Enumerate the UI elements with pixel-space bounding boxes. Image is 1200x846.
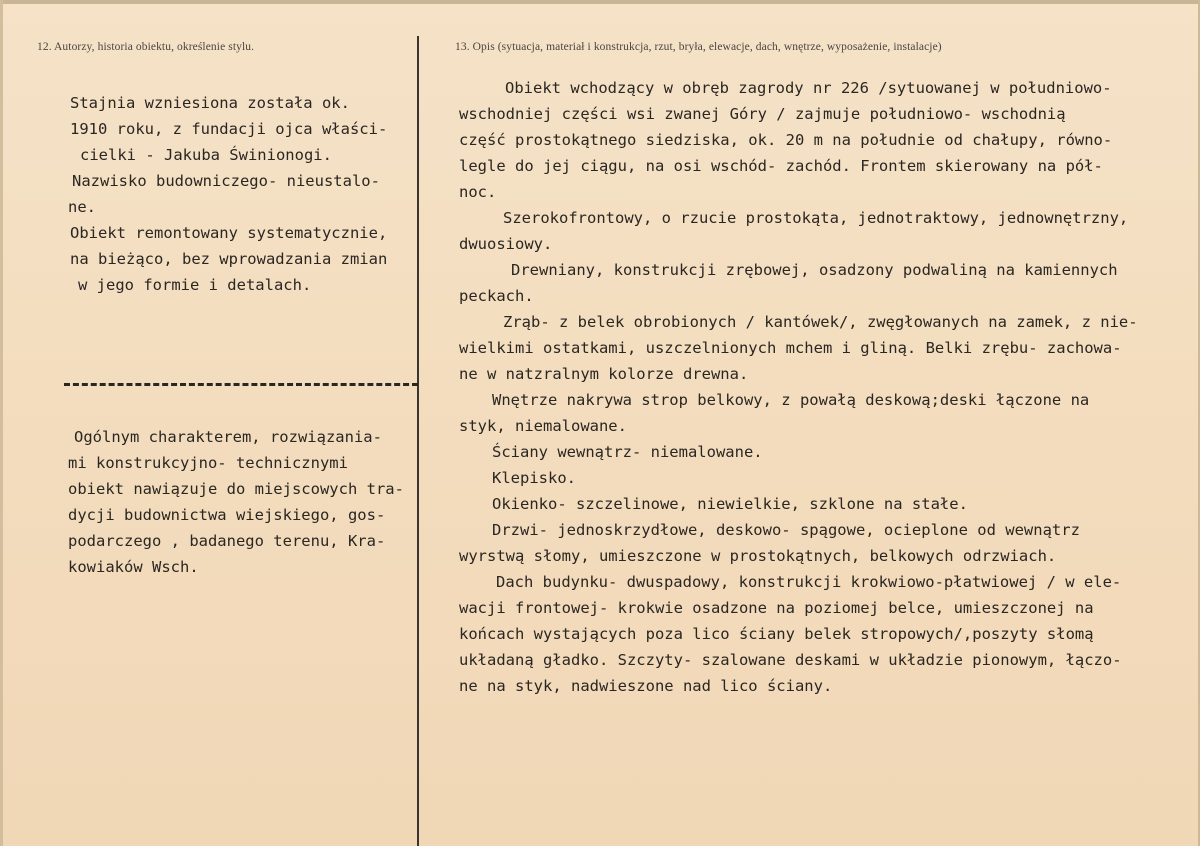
text-line: mi konstrukcyjno- technicznymi <box>68 454 348 472</box>
text-line: legle do jej ciągu, na osi wschód- zachód. Frontem skierowany na pół- <box>459 157 1103 175</box>
text-line: w jego formie i detalach. <box>78 276 312 294</box>
text-line: Ogólnym charakterem, rozwiązania- <box>74 428 382 446</box>
sheet-edge-top <box>0 0 1200 4</box>
text-line: wschodniej części wsi zwanej Góry / zajmuje południowo- wschodnią <box>459 105 1066 123</box>
text-line: ne. <box>68 198 96 216</box>
section-13-header: 13. Opis (sytuacja, materiał i konstrukcja, rzut, bryła, elewacje, dach, wnętrze, wyposażenie, instalacje) <box>455 41 942 53</box>
text-line: styk, niemalowane. <box>459 417 627 435</box>
text-line: wielkimi ostatkami, uszczelnionych mchem i gliną. Belki zrębu- zachowa- <box>459 339 1122 357</box>
text-line: ne na styk, nadwieszone nad lico ściany. <box>459 677 833 695</box>
text-line: wacji frontowej- krokwie osadzone na poziomej belce, umieszczonej na <box>459 599 1094 617</box>
text-line: układaną gładko. Szczyty- szalowane deskami w układzie pionowym, łączo- <box>459 651 1122 669</box>
text-line: Stajnia wzniesiona została ok. <box>70 94 350 112</box>
text-line: końcach wystających poza lico ściany belek stropowych/,poszyty słomą <box>459 625 1094 643</box>
text-line: ne w natzralnym kolorze drewna. <box>459 365 749 383</box>
text-line: wyrstwą słomy, umieszczone w prostokątnych, belkowych odrzwiach. <box>459 547 1057 565</box>
text-line: dwuosiowy. <box>459 235 553 253</box>
section-divider <box>64 383 418 386</box>
text-line: na bieżąco, bez wprowadzania zmian <box>70 250 388 268</box>
section-12-header: 12. Autorzy, historia obiektu, określenie stylu. <box>37 41 255 53</box>
text-line: peckach. <box>459 287 534 305</box>
text-line: obiekt nawiązuje do miejscowych tra- <box>68 480 404 498</box>
text-line: Wnętrze nakrywa strop belkowy, z powałą deskową;deski łączone na <box>492 391 1090 409</box>
text-line: Zrąb- z belek obrobionych / kantówek/, zwęgłowanych na zamek, z nie- <box>503 313 1138 331</box>
text-line: dycji budownictwa wiejskiego, gos- <box>68 506 386 524</box>
text-line: podarczego , badanego terenu, Kra- <box>68 532 386 550</box>
sheet-edge-left <box>0 0 3 846</box>
text-line: Okienko- szczelinowe, niewielkie, szklone na stałe. <box>492 495 968 513</box>
text-line: Klepisko. <box>492 469 576 487</box>
text-line: noc. <box>459 183 497 201</box>
text-line: Szerokofrontowy, o rzucie prostokąta, jednotraktowy, jednownętrzny, <box>503 209 1129 227</box>
text-line: Dach budynku- dwuspadowy, konstrukcji krokwiowo-płatwiowej / w ele- <box>496 573 1122 591</box>
text-line: część prostokątnego siedziska, ok. 20 m na południe od chałupy, równo- <box>459 131 1113 149</box>
text-line: cielki - Jakuba Świnionogi. <box>80 146 332 164</box>
text-line: Obiekt wchodzący w obręb zagrody nr 226 /sytuowanej w południowo- <box>505 79 1112 97</box>
text-line: 1910 roku, z fundacji ojca właści- <box>70 120 388 138</box>
text-line: Ściany wewnątrz- niemalowane. <box>492 443 763 461</box>
text-line: Drewniany, konstrukcji zrębowej, osadzony podwaliną na kamiennych <box>511 261 1118 279</box>
column-divider <box>417 36 419 846</box>
text-line: Drzwi- jednoskrzydłowe, deskowo- spągowe, ocieplone od wewnątrz <box>492 521 1080 539</box>
text-line: Nazwisko budowniczego- nieustalo- <box>72 172 380 190</box>
text-line: Obiekt remontowany systematycznie, <box>70 224 388 242</box>
text-line: kowiaków Wsch. <box>68 558 199 576</box>
